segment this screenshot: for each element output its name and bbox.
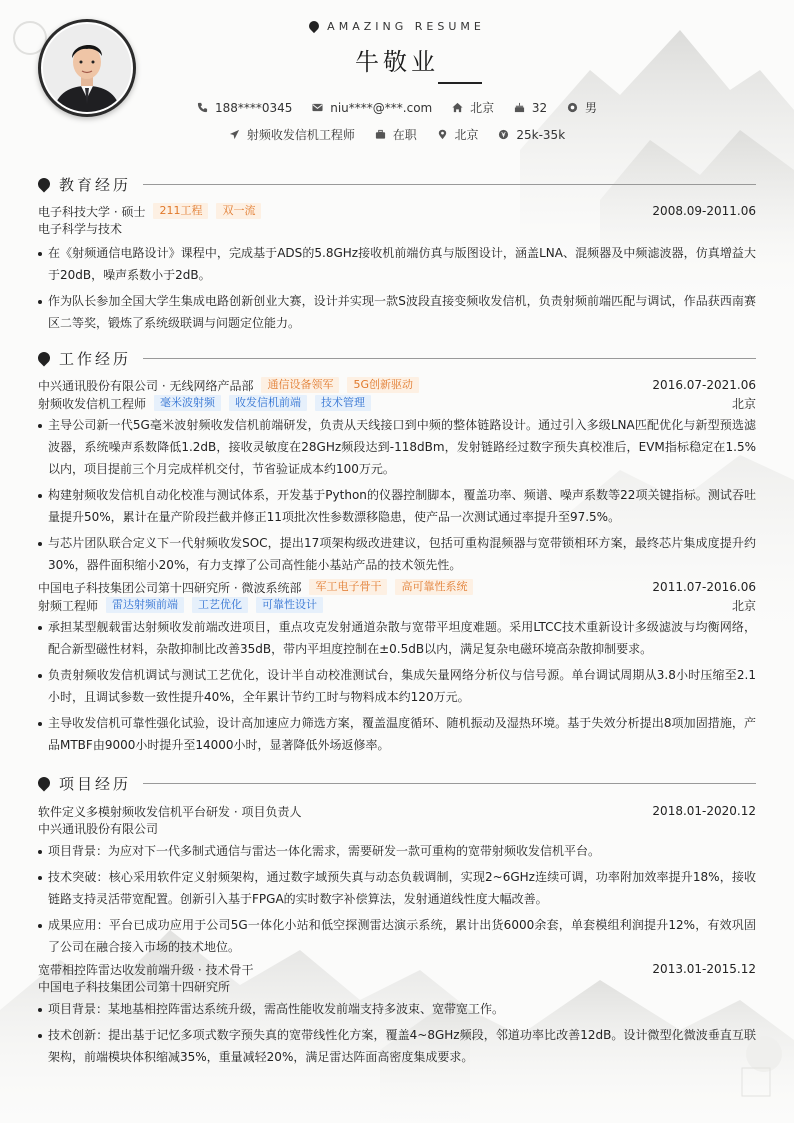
salary-icon — [498, 129, 509, 140]
education-date: 2008.09-2011.06 — [652, 204, 756, 218]
ink-drop-icon — [36, 775, 53, 792]
section-divider — [143, 358, 756, 359]
list-item: 与芯片团队联合定义下一代射频收发SOC，提出17项架构级改进建议，包括可重构混频器与宽带锁相环方案，最终芯片集成度提升约30%，器件面积缩小20%，有力支撑了公司高性能小基站产品的技术领先性。 — [38, 532, 756, 576]
company-name: 中国电子科技集团公司第十四研究所 · 微波系统部 — [38, 580, 302, 595]
list-item: 项目背景：为应对下一代多制式通信与雷达一体化需求，需要研发一款可重构的宽带射频收发信机平台。 — [38, 840, 756, 862]
major: 电子科学与技术 — [38, 222, 123, 236]
gender-icon — [567, 102, 578, 113]
mail-icon — [312, 102, 323, 113]
skill-tag: 可靠性设计 — [256, 597, 323, 613]
job-role: 射频工程师 — [38, 598, 99, 613]
contact-info-row — [0, 99, 794, 116]
project-bullets — [38, 840, 756, 958]
work-city: 北京 — [731, 396, 756, 411]
employment-status-info: 在职 — [375, 126, 417, 143]
cake-icon — [514, 102, 525, 113]
projects-section — [38, 773, 756, 1072]
list-item: 在《射频通信电路设计》课程中，完成基于ADS的5.8GHz接收机前端仿真与版图设计，涵盖LNA、混频器及中频滤波器，仿真增益大于20dB，噪声系数小于2dB。 — [38, 242, 756, 286]
section-title: 项目经历 — [38, 773, 756, 793]
section-title: 工作经历 — [38, 348, 756, 368]
location-pin-icon — [437, 129, 448, 140]
skill-tag: 雷达射频前端 — [106, 597, 184, 613]
briefcase-icon — [375, 129, 386, 140]
skill-tag: 工艺优化 — [192, 597, 248, 613]
age-info: 32 — [514, 101, 547, 115]
home-icon — [452, 102, 463, 113]
skill-tag: 毫米波射频 — [154, 395, 221, 411]
work-entry — [38, 578, 756, 756]
skill-tag: 收发信机前端 — [229, 395, 307, 411]
target-city-info: 北京 — [437, 126, 479, 143]
list-item: 构建射频收发信机自动化校准与测试体系，开发基于Python的仪器控制脚本，覆盖功率、频谱、噪声系数等22项关键指标。测试吞吐量提升50%，累计在量产阶段拦截并修正11项批次性参数漂移隐患，使产品一次测试通过率提升至97.5%。 — [38, 484, 756, 528]
project-date: 2018.01-2020.12 — [652, 804, 756, 818]
ink-drop-icon — [36, 176, 53, 193]
work-bullets — [38, 414, 756, 576]
section-divider — [143, 184, 756, 185]
name-divider — [438, 82, 482, 84]
resume-brand: AMAZING RESUME — [0, 20, 794, 33]
project-entry — [38, 960, 756, 1068]
ink-drop-icon — [36, 350, 53, 367]
school-name: 电子科技大学 · 硕士 — [38, 204, 146, 219]
salary-info: 25k-35k — [498, 128, 565, 142]
ink-drop-icon — [307, 19, 321, 33]
phone-info: 188****0345 — [197, 101, 292, 115]
project-name: 宽带相控阵雷达收发前端升级 · 技术骨干 — [38, 962, 254, 977]
list-item: 主导公司新一代5G毫米波射频收发信机前端研发，负责从天线接口到中频的整体链路设计。通过引入多级LNA匹配优化与新型预选滤波器，系统噪声系数降低1.2dB，接收灵敏度在28GHz频段达到-118dBm，发射链路经过数字预失真校准后，EVM指标稳定在1.5%以内，项目提前三个月完成样机交付，节省验证成本约100万元。 — [38, 414, 756, 480]
target-position-info: 射频收发信机工程师 — [229, 126, 355, 143]
company-tag: 高可靠性系统 — [395, 579, 473, 595]
company-name: 中兴通讯股份有限公司 · 无线网络产品部 — [38, 378, 254, 393]
list-item: 主导收发信机可靠性强化试验，设计高加速应力筛选方案，覆盖温度循环、随机振动及湿热环境。基于失效分析提出8项加固措施，产品MTBF由9000小时提升至14000小时，显著降低外场返修率。 — [38, 712, 756, 756]
work-entry — [38, 376, 756, 576]
section-title: 教育经历 — [38, 174, 756, 194]
company-tag: 军工电子骨干 — [309, 579, 387, 595]
project-name: 软件定义多模射频收发信机平台研发 · 项目负责人 — [38, 804, 302, 819]
school-tag: 211工程 — [153, 203, 208, 219]
work-date: 2011.07-2016.06 — [652, 580, 756, 594]
education-section — [38, 174, 756, 338]
list-item: 负责射频收发信机调试与测试工艺优化，设计半自动校准测试台，集成矢量网络分析仪与信号源。单台调试周期从3.8小时压缩至2.1小时，且调试参数一致性提升40%，全年累计节约工时与物料成本约120万元。 — [38, 664, 756, 708]
section-divider — [143, 783, 756, 784]
list-item: 成果应用：平台已成功应用于公司5G一体化小站和低空探测雷达演示系统，累计出货6000余套，单套模组利润提升12%，有效巩固了公司在融合接入市场的技术地位。 — [38, 914, 756, 958]
work-section — [38, 348, 756, 760]
project-bullets — [38, 998, 756, 1068]
work-date: 2016.07-2021.06 — [652, 378, 756, 392]
company-tag: 5G创新驱动 — [347, 377, 419, 393]
phone-icon — [197, 102, 208, 113]
project-org: 中兴通讯股份有限公司 — [38, 822, 159, 836]
education-bullets — [38, 242, 756, 334]
skill-tag: 技术管理 — [315, 395, 371, 411]
list-item: 作为队长参加全国大学生集成电路创新创业大赛，设计并实现一款S波段直接变频收发信机，负责射频前端匹配与调试，作品获西南赛区二等奖，锻炼了系统级联调与问题定位能力。 — [38, 290, 756, 334]
gender-info: 男 — [567, 99, 597, 116]
list-item: 项目背景：某地基相控阵雷达系统升级，需高性能收发前端支持多波束、宽带宽工作。 — [38, 998, 756, 1020]
project-org: 中国电子科技集团公司第十四研究所 — [38, 980, 231, 994]
send-icon — [229, 129, 240, 140]
work-city: 北京 — [731, 598, 756, 613]
project-date: 2013.01-2015.12 — [652, 962, 756, 976]
list-item: 技术创新：提出基于记忆多项式数字预失真的宽带线性化方案，覆盖4~8GHz频段，邻道功率比改善12dB。设计微型化微波垂直互联架构，前端模块体积缩减35%，重量减轻20%，满足雷达阵面高密度集成要求。 — [38, 1024, 756, 1068]
school-tag: 双一流 — [216, 203, 261, 219]
job-intent-row — [0, 126, 794, 143]
candidate-name: 牛敬业 — [355, 48, 439, 76]
work-bullets — [38, 616, 756, 756]
list-item: 技术突破：核心采用软件定义射频架构，通过数字域预失真与动态负载调制，实现2~6GHz连续可调，功率附加效率提升18%，接收链路支持灵活带宽配置。创新引入基于FPGA的实时数字补偿算法，发射通道线性度大幅改善。 — [38, 866, 756, 910]
company-tag: 通信设备领军 — [261, 377, 339, 393]
education-entry — [38, 202, 756, 334]
hometown-info: 北京 — [452, 99, 494, 116]
email-info: niu****@***.com — [312, 101, 432, 115]
list-item: 承担某型舰载雷达射频收发前端改进项目，重点攻克发射通道杂散与宽带平坦度难题。采用LTCC技术重新设计多级滤波与均衡网络，配合新型磁性材料，杂散抑制比改善35dB，带内平坦度控制在±0.5dB以内，满足复杂电磁环境高杂散抑制要求。 — [38, 616, 756, 660]
job-role: 射频收发信机工程师 — [38, 396, 147, 411]
project-entry — [38, 802, 756, 958]
